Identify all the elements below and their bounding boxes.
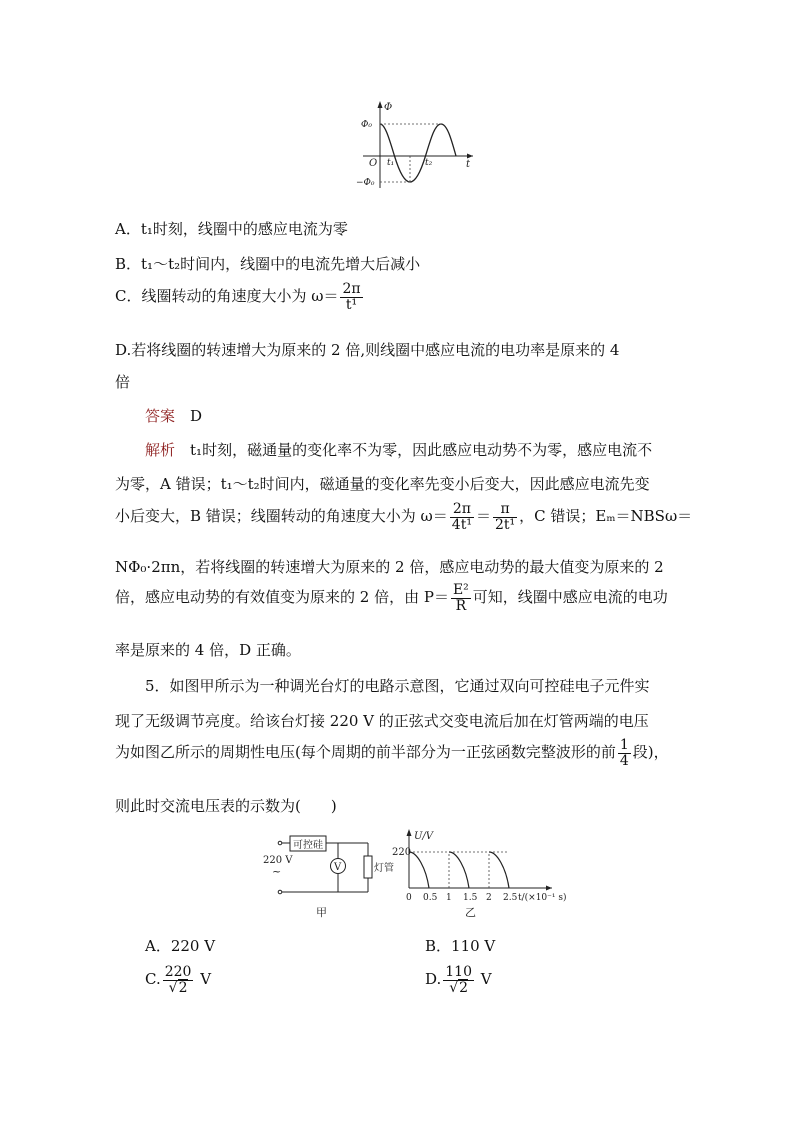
- q5-option-c: [145, 965, 211, 995]
- analysis-label: 解析: [145, 441, 176, 459]
- q5-stem-line3: [115, 738, 685, 768]
- q5-option-a: A．220 V: [145, 937, 216, 955]
- x-tick-label: 1.5: [463, 893, 478, 903]
- answer-line: [145, 405, 715, 426]
- analysis-line6: 率是原来的 4 倍，D 正确。: [115, 641, 301, 659]
- caption-yi: 乙: [465, 906, 476, 919]
- option-c-text: C．线圈转动的角速度大小为 ω＝: [115, 287, 339, 306]
- analysis-text: ，C 错误；Eₘ＝NBSω＝: [519, 507, 693, 526]
- voltmeter-label: V: [334, 862, 342, 873]
- fraction-numerator: E²: [452, 582, 469, 598]
- fraction: [450, 502, 474, 532]
- analysis-line4: NΦ₀·2πn，若将线圈的转速增大为原来的 2 倍，感应电动势的最大值变为原来的 2: [115, 558, 664, 576]
- source-voltage-label: 220 V: [263, 855, 293, 866]
- origin-label: O: [369, 158, 378, 169]
- sqrt-radicand: 2: [178, 979, 188, 996]
- option-b: B．t₁～t₂时间内，线圈中的电流先增大后减小: [115, 255, 421, 273]
- analysis-text: t₁时刻，磁通量的变化率不为零，因此感应电动势不为零，感应电流不: [190, 441, 653, 459]
- option-a: A．t₁时刻，线圈中的感应电流为零: [115, 220, 348, 238]
- x-axis-label: t/(×10⁻¹ s): [518, 893, 567, 903]
- q5-option-d: [425, 965, 492, 995]
- fraction-denominator: √2: [449, 979, 469, 996]
- neg-phi0-label: −Φ₀: [356, 178, 375, 188]
- analysis-line1: [145, 439, 715, 460]
- fraction-denominator: t¹: [345, 296, 358, 313]
- equals-sign: ＝: [475, 507, 491, 526]
- x-tick-label: 2.5: [503, 893, 518, 903]
- analysis-text: 小后变大，B 错误；线圈转动的角速度大小为 ω＝: [115, 507, 448, 526]
- thyristor-label: 可控硅: [293, 840, 323, 851]
- fraction-denominator: √2: [168, 979, 188, 996]
- fraction-numerator: 220: [164, 964, 192, 980]
- option-c-fraction: [340, 282, 362, 312]
- axis-x-label: t: [466, 159, 471, 170]
- analysis-text: 倍，感应电动势的有效值变为原来的 2 倍，由 P＝: [115, 588, 449, 607]
- y-axis-label: U/V: [414, 831, 434, 842]
- fraction: [163, 965, 194, 995]
- fraction: [451, 583, 471, 613]
- x-tick-label: 0.5: [423, 893, 438, 903]
- lamp-label: 灯管: [374, 863, 394, 874]
- sqrt-radicand: 2: [459, 979, 469, 996]
- fraction-denominator: 4: [619, 752, 629, 769]
- circuit-diagram: [260, 826, 400, 924]
- q5-option-b: B．110 V: [425, 937, 496, 955]
- option-d-line2: 倍: [115, 373, 131, 391]
- fraction-numerator: 1: [619, 737, 629, 753]
- option-c: [115, 282, 685, 312]
- y-value-label: 220: [392, 847, 412, 858]
- stem-text: 为如图乙所示的周期性电压(每个周期的前半部分为一正弦函数完整波形的前: [115, 743, 616, 762]
- phi0-label: Φ₀: [361, 120, 372, 130]
- fraction: [443, 965, 474, 995]
- option-prefix: D.: [425, 970, 442, 989]
- unit: V: [200, 970, 212, 989]
- fraction-denominator: 4t¹: [451, 516, 472, 533]
- x-tick-label: 2: [486, 893, 492, 903]
- q5-stem-line2: 现了无级调节亮度。给该台灯接 220 V 的正弦式交变电流后加在灯管两端的电压: [115, 712, 649, 730]
- voltage-waveform-graph: [392, 826, 572, 924]
- fraction-denominator: R: [455, 597, 467, 614]
- q5-stem-line1: 5．如图甲所示为一种调光台灯的电路示意图，它通过双向可控硅电子元件实: [145, 677, 650, 695]
- answer-label: 答案: [145, 407, 176, 425]
- waveform-decay-segment: [449, 852, 469, 888]
- fraction-numerator: 2π: [450, 502, 474, 518]
- q5-stem-line4: 则此时交流电压表的示数为( ): [115, 797, 337, 815]
- fraction-numerator: 2π: [342, 281, 361, 297]
- t2-label: t₂: [425, 158, 433, 168]
- fraction: [493, 502, 517, 532]
- fraction: [618, 738, 631, 768]
- unit: V: [480, 970, 492, 989]
- flux-time-graph: [355, 98, 480, 190]
- option-d-line1: D.若将线圈的转速增大为原来的 2 倍,则线圈中感应电流的电功率是原来的 4: [115, 341, 620, 359]
- waveform-decay-segment: [489, 852, 509, 888]
- analysis-line5: [115, 583, 685, 613]
- x-tick-label: 1: [446, 893, 452, 903]
- stem-text: 段)，: [632, 743, 669, 762]
- waveform-decay-segment: [409, 852, 429, 888]
- fraction-numerator: 110: [445, 964, 472, 980]
- analysis-line2: 为零，A 错误；t₁～t₂时间内，磁通量的变化率先变小后变大，因此感应电流先变: [115, 475, 650, 493]
- fraction-numerator: π: [493, 502, 517, 518]
- waveform: [409, 852, 509, 888]
- axis-y-label: Φ: [384, 102, 393, 113]
- analysis-line3: [115, 501, 693, 533]
- fraction-denominator: 2t¹: [494, 516, 516, 533]
- caption-jia: 甲: [316, 906, 327, 919]
- t1-label: t₁: [387, 158, 395, 168]
- option-prefix: C.: [145, 970, 161, 989]
- analysis-text: 可知，线圈中感应电流的电功: [472, 588, 668, 607]
- answer-value: D: [190, 407, 203, 425]
- x-tick-label: 0: [406, 893, 412, 903]
- ac-symbol: ~: [272, 865, 282, 878]
